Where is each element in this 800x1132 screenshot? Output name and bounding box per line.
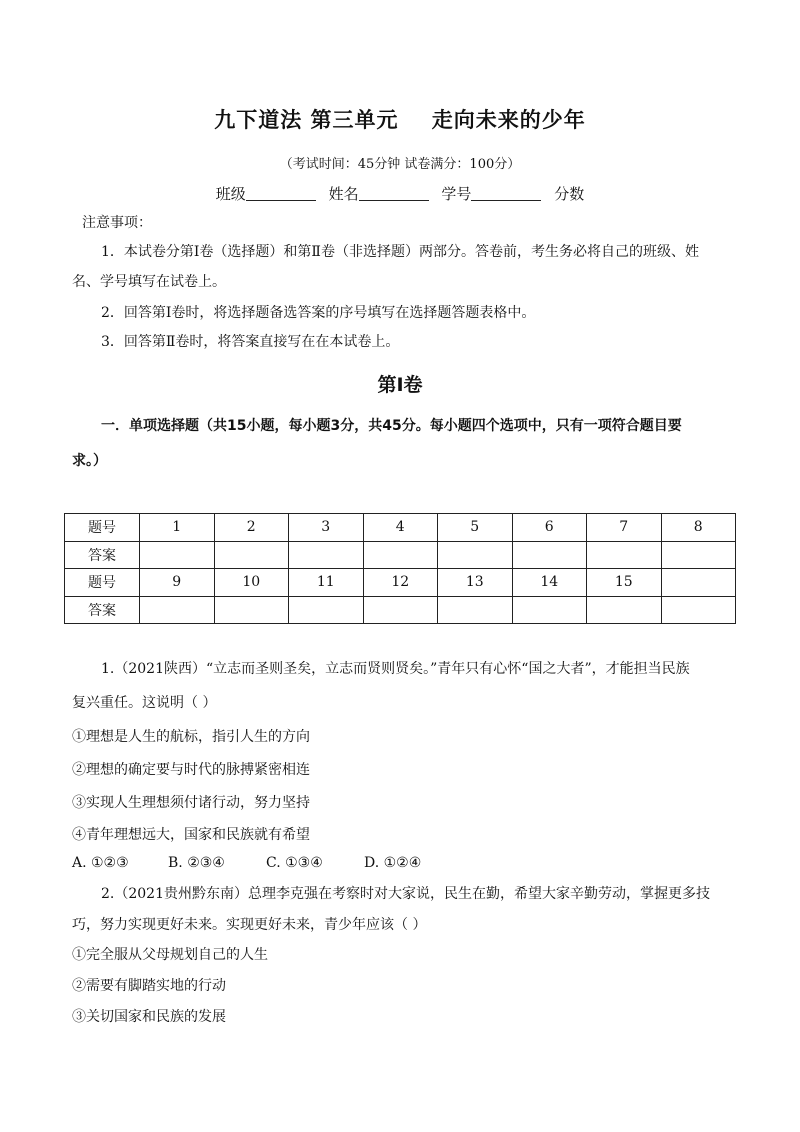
table-row	[65, 596, 736, 624]
choice-a[interactable]: A. ①②③	[72, 855, 129, 871]
choice-b[interactable]: B. ②③④	[168, 855, 225, 871]
student-info-line	[0, 183, 800, 204]
answer-cell[interactable]	[363, 541, 438, 569]
answer-cell[interactable]	[438, 541, 513, 569]
part-one-heading-line-1: 一．单项选择题（共15小题，每小题3分，共45分。每小题四个选项中，只有一项符合题目要	[101, 418, 682, 434]
answer-cell[interactable]	[289, 596, 364, 624]
table-row	[65, 541, 736, 569]
answer-cell[interactable]	[214, 541, 289, 569]
table-row	[65, 569, 736, 597]
section-title: 第Ⅰ卷	[377, 374, 423, 396]
answer-cell[interactable]	[587, 596, 662, 624]
question-number-cell: 5	[438, 514, 513, 542]
question-2-statement: ②需要有脚踏实地的行动	[72, 978, 226, 994]
question-number-cell: 2	[214, 514, 289, 542]
answer-cell[interactable]	[140, 596, 215, 624]
score-label: 分数	[554, 185, 585, 203]
table-row	[65, 514, 736, 542]
question-1-statement: ④青年理想远大，国家和民族就有希望	[72, 827, 310, 843]
question-number-cell: 1	[140, 514, 215, 542]
question-number-cell: 3	[289, 514, 364, 542]
answer-cell[interactable]	[214, 596, 289, 624]
question-1-statement: ①理想是人生的航标，指引人生的方向	[72, 729, 310, 745]
answer-cell[interactable]	[438, 596, 513, 624]
note-item-1-line-2: 名、学号填写在试卷上。	[72, 274, 226, 290]
question-2-statement: ①完全服从父母规划自己的人生	[72, 947, 268, 963]
class-label: 班级	[215, 185, 246, 203]
question-number-cell: 15	[587, 569, 662, 597]
question-number-label: 题号	[65, 514, 140, 542]
note-item-1-line-1: 1．本试卷分第Ⅰ卷（选择题）和第Ⅱ卷（非选择题）两部分。答卷前，考生务必将自己的班级、姓	[101, 244, 699, 260]
notes-heading: 注意事项：	[82, 215, 152, 231]
question-number-cell: 13	[438, 569, 513, 597]
question-number-cell: 12	[363, 569, 438, 597]
question-number-cell: 10	[214, 569, 289, 597]
answer-cell[interactable]	[587, 541, 662, 569]
answer-label: 答案	[65, 596, 140, 624]
number-label: 学号	[441, 185, 472, 203]
question-2-statement: ③关切国家和民族的发展	[72, 1009, 226, 1025]
exam-subtitle: （考试时间：45分钟 试卷满分：100分）	[279, 157, 521, 172]
answer-cell[interactable]	[661, 596, 736, 624]
question-1-statement: ②理想的确定要与时代的脉搏紧密相连	[72, 762, 310, 778]
answer-cell[interactable]	[289, 541, 364, 569]
answer-cell[interactable]	[661, 541, 736, 569]
question-2-stem-line-1: 2.（2021贵州黔东南）总理李克强在考察时对大家说，民生在勤，希望大家辛勤劳动，掌握更多技	[101, 886, 710, 902]
name-label: 姓名	[328, 185, 359, 203]
answer-table	[64, 513, 736, 624]
answer-cell[interactable]	[512, 596, 587, 624]
question-number-cell: 6	[512, 514, 587, 542]
question-number-cell: 4	[363, 514, 438, 542]
note-item-3: 3．回答第Ⅱ卷时，将答案直接写在在本试卷上。	[101, 334, 400, 350]
question-number-cell: 14	[512, 569, 587, 597]
question-1-statement: ③实现人生理想须付诸行动，努力坚持	[72, 795, 310, 811]
question-1-stem-line-1: 1.（2021陕西）“立志而圣则圣矣，立志而贤则贤矣。”青年只有心怀“国之大者”，才能担当民族	[101, 661, 690, 677]
question-number-cell: 9	[140, 569, 215, 597]
question-1-stem-line-2: 复兴重任。这说明（ ）	[72, 695, 217, 711]
class-blank[interactable]	[246, 186, 316, 201]
question-number-cell	[661, 569, 736, 597]
note-item-2: 2．回答第Ⅰ卷时，将选择题备选答案的序号填写在选择题答题表格中。	[101, 305, 536, 321]
answer-cell[interactable]	[140, 541, 215, 569]
part-one-heading-line-2: 求。）	[72, 453, 107, 469]
question-2-stem-line-2: 巧，努力实现更好未来。实现更好未来，青少年应该（ ）	[72, 917, 427, 933]
number-blank[interactable]	[471, 186, 541, 201]
answer-cell[interactable]	[363, 596, 438, 624]
answer-label: 答案	[65, 541, 140, 569]
choice-c[interactable]: C. ①③④	[266, 855, 323, 871]
question-number-label: 题号	[65, 569, 140, 597]
answer-cell[interactable]	[512, 541, 587, 569]
choice-d[interactable]: D. ①②④	[364, 855, 422, 871]
exam-title: 九下道法 第三单元 走向未来的少年	[214, 108, 586, 132]
question-number-cell: 7	[587, 514, 662, 542]
name-blank[interactable]	[359, 186, 429, 201]
question-number-cell: 8	[661, 514, 736, 542]
question-1-choices	[72, 853, 421, 873]
question-number-cell: 11	[289, 569, 364, 597]
